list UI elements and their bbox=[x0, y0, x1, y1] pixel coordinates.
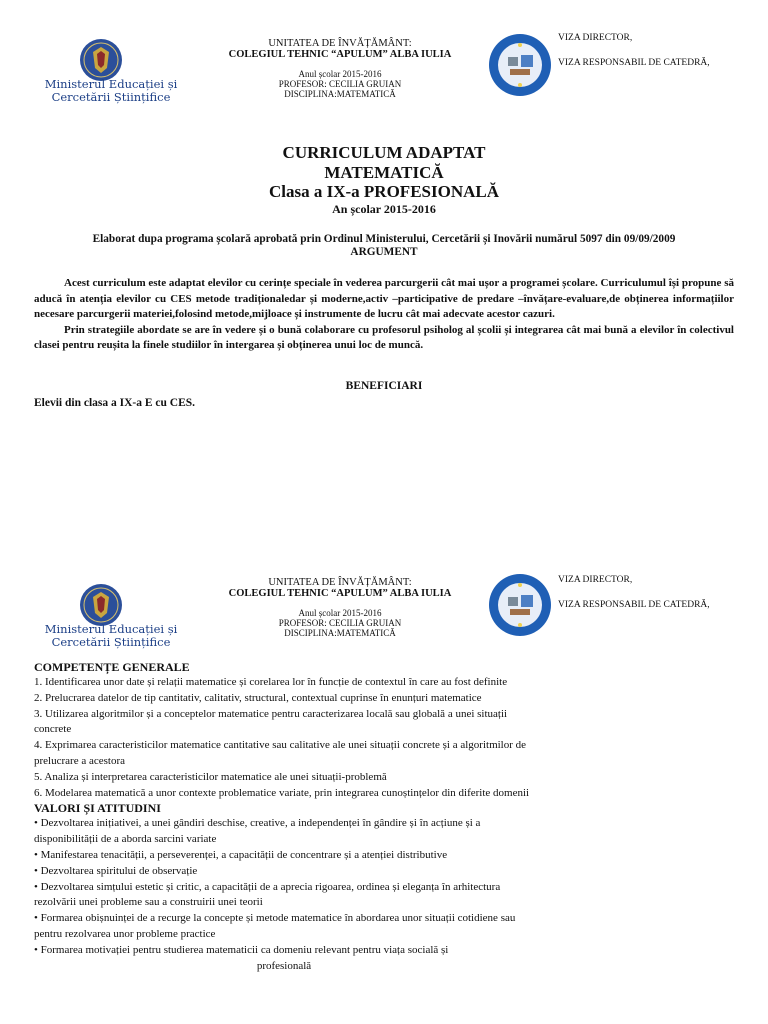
school-name: COLEGIUL TEHNIC “APULUM” ALBA IULIA bbox=[228, 588, 452, 599]
coat-of-arms-icon bbox=[79, 38, 123, 82]
argument-heading: ARGUMENT bbox=[350, 246, 418, 258]
competenta-item: 2. Prelucrarea datelor de tip cantitativ, calitativ, structural, contextual cuprinse în enunțuri matematice bbox=[34, 691, 482, 704]
unit-label: UNITATEA DE ÎNVĂȚĂMÂNT: bbox=[268, 38, 412, 49]
program-reference bbox=[34, 233, 734, 259]
title-school-year: An școlar 2015-2016 bbox=[332, 202, 436, 216]
viza-responsabil: VIZA RESPONSABIL DE CATEDRĂ, bbox=[558, 58, 710, 68]
document-titles bbox=[0, 143, 768, 217]
unit-label: UNITATEA DE ÎNVĂȚĂMÂNT: bbox=[268, 577, 412, 588]
ministry-name: Ministerul Educației și Cercetării Științifice bbox=[44, 622, 178, 649]
school-info bbox=[190, 38, 490, 99]
school-logo-icon bbox=[488, 573, 552, 637]
argument-paragraph-2: Prin strategiile abordate se are în vedere și o bună colaborare cu profesorul psiholog al școlii și integrarea cât mai bună a elevilor în colectivul clasei pentru reușita la finele studiilor în intergarea și obținerea unui loc de muncă. bbox=[34, 323, 734, 351]
title-curriculum: CURRICULUM ADAPTAT bbox=[282, 143, 486, 162]
competenta-item: 1. Identificarea unor date și relații matematice și corelarea lor în funcție de contextul în care au fost definite bbox=[34, 676, 508, 688]
page-header-2 bbox=[0, 545, 768, 655]
approval-block bbox=[558, 575, 710, 611]
viza-director: VIZA DIRECTOR, bbox=[558, 575, 633, 585]
valoare-item: • Formarea obișnuinței de a recurge la concepte și metode matematice în abordarea unor situații cotidiene sau pentru rezolvarea unor probleme practice bbox=[34, 912, 516, 940]
school-name: COLEGIUL TEHNIC “APULUM” ALBA IULIA bbox=[228, 49, 452, 60]
approval-block bbox=[558, 33, 710, 69]
viza-responsabil: VIZA RESPONSABIL DE CATEDRĂ, bbox=[558, 600, 710, 610]
valoare-item: • Dezvoltarea spiritului de observație bbox=[34, 864, 198, 877]
school-info bbox=[190, 577, 490, 638]
valoare-item: • Dezvoltarea simțului estetic și critic, a capacității de a aprecia rigoarea, ordinea și eleganța în arhitectura rezolvării unei probleme sau a construirii unei teorii bbox=[34, 880, 501, 909]
competenta-item: 3. Utilizarea algoritmilor și a conceptelor matematice pentru caracterizarea locală sau globală a unei situații concrete bbox=[34, 707, 508, 736]
competente-section bbox=[34, 660, 534, 974]
school-logo-icon bbox=[488, 33, 552, 97]
teacher-name: PROFESOR: CECILIA GRUIAN bbox=[278, 79, 402, 89]
valoare-item: • Formarea motivației pentru studierea matematicii ca domeniu relevant pentru viața socială și bbox=[34, 943, 449, 956]
subject-name: DISCIPLINA:MATEMATICĂ bbox=[284, 89, 396, 99]
competenta-item: 4. Exprimarea caracteristicilor matematice cantitative sau calitative ale unei situații concrete și a algoritmilor de prelucrare a acestora bbox=[34, 739, 527, 767]
valoare-item: • Dezvoltarea inițiativei, a unei gândiri deschise, creative, a independenței în gândire și în acțiune și a disponibilității de a aborda sarcini variate bbox=[34, 817, 481, 846]
valori-heading: VALORI ȘI ATITUDINI bbox=[34, 801, 161, 816]
ministry-logo bbox=[36, 38, 186, 108]
valoare-item-continuation: profesională bbox=[256, 959, 312, 972]
page-header-1 bbox=[0, 0, 768, 110]
school-year: Anul școlar 2015-2016 bbox=[298, 608, 382, 618]
competenta-item: 6. Modelarea matematică a unor contexte problematice variate, prin integrarea cunoștințelor din diferite domenii bbox=[34, 786, 530, 799]
coat-of-arms-icon bbox=[79, 583, 123, 627]
beneficiari-heading: BENEFICIARI bbox=[345, 380, 423, 392]
beneficiari-text: Elevii din clasa a IX-a E cu CES. bbox=[34, 397, 196, 409]
argument-section bbox=[34, 276, 734, 354]
argument-paragraph-1: Acest curriculum este adaptat elevilor cu cerințe speciale în vederea parcurgerii cât mai ușor a programei școlare. Curriculumul își propune să aducă în atenția elevilor cu CES metode tradiționaledar și moderne,activ –participative de predare –învățare-evaluare,de obținerea informațiilor necesare parcurgerii materiei,folosind metode,mijloace și instrumente de lucru cât mai adecvate acestor cazuri. bbox=[34, 277, 734, 320]
teacher-name: PROFESOR: CECILIA GRUIAN bbox=[278, 618, 402, 628]
competente-heading: COMPETENȚE GENERALE bbox=[34, 660, 190, 674]
title-subject: MATEMATICĂ bbox=[324, 163, 444, 182]
valoare-item: • Manifestarea tenacității, a perseverenței, a capacității de concentrare și a atenției distributive bbox=[34, 848, 448, 861]
subject-name: DISCIPLINA:MATEMATICĂ bbox=[284, 628, 396, 638]
ministry-name: Ministerul Educației și Cercetării Științifice bbox=[44, 77, 178, 104]
order-reference: Elaborat dupa programa școlară aprobată prin Ordinul Ministerului, Cercetării și Inovării numărul 5097 din 09/09/2009 bbox=[92, 233, 676, 245]
ministry-logo bbox=[36, 583, 186, 653]
title-class: Clasa a IX-a PROFESIONALĂ bbox=[269, 182, 499, 201]
school-year: Anul școlar 2015-2016 bbox=[298, 69, 382, 79]
viza-director: VIZA DIRECTOR, bbox=[558, 33, 633, 43]
competenta-item: 5. Analiza și interpretarea caracteristicilor matematice ale unei situații-problemă bbox=[34, 770, 387, 783]
